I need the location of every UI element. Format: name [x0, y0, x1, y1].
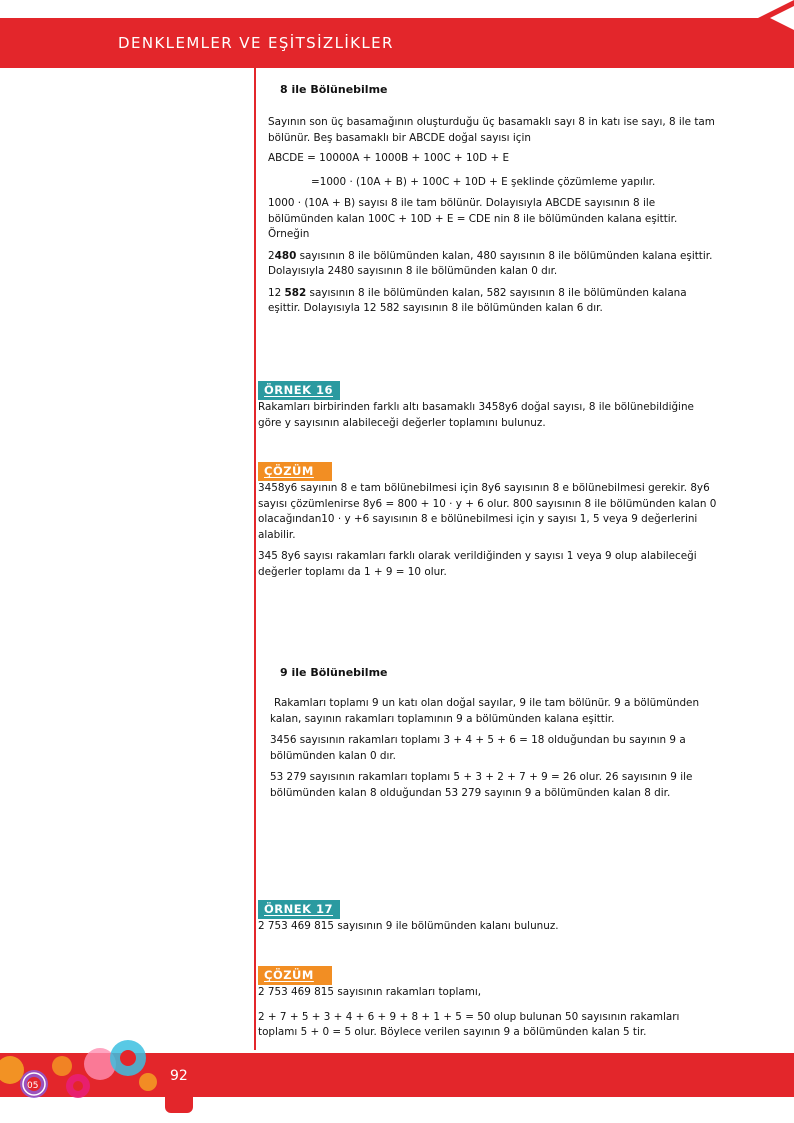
corner-arrow-icon: [744, 0, 794, 40]
example-question: Rakamları birbirinden farklı altı basamaklı 3458y6 doğal sayısı, 8 ile bölünebildiğine göre y sayısının alabileceği değerler toplamını bulunuz.: [258, 401, 694, 429]
chapter-title: DENKLEMLER VE EŞİTSİZLİKLER: [118, 34, 394, 52]
example-16: [258, 381, 718, 431]
paragraph: 1000 · (10A + B) sayısı 8 ile tam bölünür. Dolayısıyla ABCDE sayısının 8 ile bölümünden kalan 100C + 10D + E = CDE nin 8 ile bölümünden kalana eşittir. Örneğin: [268, 197, 678, 240]
solution-16: [258, 462, 718, 580]
paragraph: Rakamları toplamı 9 un katı olan doğal sayılar, 9 ile tam bölünür. 9 a bölümünden kalan, sayının rakamları toplamının 9 a bölümünden kalana eşittir.: [270, 697, 700, 725]
solution-tag: ÇÖZÜM: [258, 462, 332, 481]
example-question: 2 753 469 815 sayısının 9 ile bölümünden kalanı bulunuz.: [258, 920, 559, 932]
paragraph: Sayının son üç basamağının oluşturduğu üç basamaklı sayı 8 in katı ise sayı, 8 ile tam bölünür. Beş basamaklı bir ABCDE doğal sayısı için: [268, 116, 715, 144]
paragraph: 2480 sayısının 8 ile bölümünden kalan, 480 sayısının 8 ile bölümünden kalana eşittir. Dolayısıyla 2480 sayısının 8 ile bölümünden kalan 0 dır.: [268, 249, 713, 277]
paragraph: 12 582 sayısının 8 ile bölümünden kalan, 582 sayısının 8 ile bölümünden kalana eşittir. Dolayısıyla 12 582 sayısının 8 ile bölümünden kalan 6 dır.: [268, 286, 687, 314]
page-number: 92: [170, 1068, 188, 1084]
paragraph: 3456 sayısının rakamları toplamı 3 + 4 + 5 + 6 = 18 olduğundan bu sayının 9 a bölümünden kalan 0 dır.: [270, 734, 686, 762]
solution-text: 2 753 469 815 sayısının rakamları toplamı,: [258, 986, 482, 998]
gear-label: 05: [27, 1081, 39, 1091]
solution-17: [258, 966, 718, 1041]
paragraph: 53 279 sayısının rakamları toplamı 5 + 3 + 2 + 7 + 9 = 26 olur. 26 sayısının 9 ile bölümünden kalan 8 olduğundan 53 279 sayının 9 a bölümünden kalan 8 dir.: [270, 771, 693, 799]
section-9-body: [270, 696, 720, 801]
section-8-body: [268, 115, 720, 317]
section-heading-9: 9 ile Bölünebilme: [280, 666, 388, 679]
example-17: [258, 900, 718, 935]
solution-text: 2 + 7 + 5 + 3 + 4 + 6 + 9 + 8 + 1 + 5 = 50 olup bulunan 50 sayısının rakamları toplamı 5 + 0 = 5 olur. Böylece verilen sayının 9 a bölümünden kalan 5 tir.: [258, 1010, 680, 1038]
example-tag: ÖRNEK 17: [258, 900, 340, 919]
gears-decoration-icon: [0, 1040, 160, 1100]
solution-text: 345 8y6 sayısı rakamları farklı olarak verildiğinden y sayısı 1 veya 9 olup alabileceği değerler toplamı da 1 + 9 = 10 olur.: [258, 550, 697, 578]
equation: =1000 · (10A + B) + 100C + 10D + E şeklinde çözümleme yapılır.: [311, 175, 656, 188]
solution-tag: ÇÖZÜM: [258, 966, 332, 985]
equation: ABCDE = 10000A + 1000B + 100C + 10D + E: [268, 152, 510, 164]
margin-rule: [254, 68, 256, 1050]
section-heading-8: 8 ile Bölünebilme: [280, 83, 388, 96]
solution-text: 3458y6 sayının 8 e tam bölünebilmesi için 8y6 sayısının 8 e bölünebilmesi gerekir. 8y6 sayısı çözümlenirse 8y6 = 800 + 10 · y + 6 olur. 800 sayısının 8 ile bölümünden kalan 0 olacağından10 · y +6 sayısının 8 e bölünebilmesi için y sayısı 1, 5 veya 9 değerlerini alabilir.: [258, 482, 717, 541]
example-tag: ÖRNEK 16: [258, 381, 340, 400]
page-header: [0, 18, 794, 68]
